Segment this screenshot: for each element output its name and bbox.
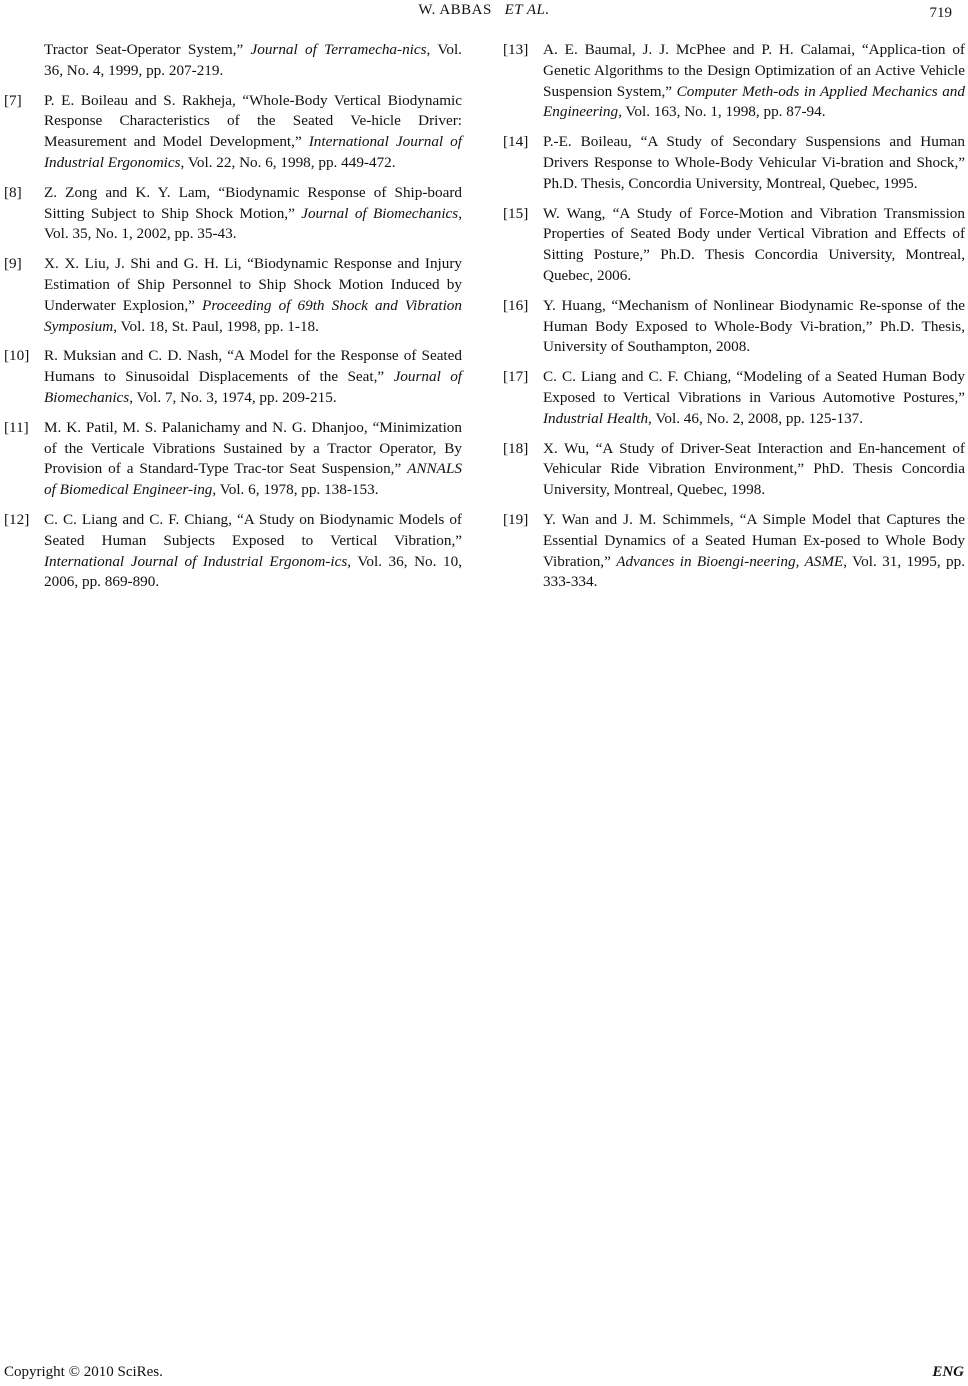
ref-text: P. E. Boileau and S. Rakheja, “Whole-Body Vertical Biodynamic Response Characteristics of the Seated Ve-hicle Driver: Measurement and Model Development,” [44,91,462,151]
reference-10 [4,346,462,408]
ref-number: [19] [503,510,529,528]
reference-17 [503,367,965,429]
ref-details: , Vol. 163, No. 1, 1998, pp. 87-94. [618,103,826,121]
ref-journal: International Journal of Industrial Ergonom-ics [44,552,348,570]
running-header [0,0,968,26]
copyright-notice: Copyright © 2010 SciRes. [4,1364,163,1380]
ref-journal: Advances in Bioengi-neering, ASME [616,552,844,570]
ref-number: [12] [4,510,30,528]
ref-text: C. C. Liang and C. F. Chiang, “Modeling of a Seated Human Body Exposed to Vertical Vibrations in Various Automotive Postures,” [543,368,965,406]
reference-8 [4,183,462,245]
journal-abbreviation: ENG [932,1364,964,1380]
ref-number: [13] [503,41,529,58]
reference-12 [4,510,462,593]
ref-details: , Vol. 18, St. Paul, 1998, pp. 1-18. [113,317,319,335]
ref-text: Tractor Seat-Operator System,” [44,41,251,58]
ref-journal: Proceeding of 69th Shock and Vibration Symposium [44,296,462,335]
ref-journal: Journal of Biomechanics [301,204,459,222]
ref-text: A. E. Baumal, J. J. McPhee and P. H. Calamai, “Applica-tion of Genetic Algorithms to the Design Optimization of an Active Vehicle Suspension System,” [543,41,965,100]
ref-number: [16] [503,296,529,314]
ref-number: [11] [4,418,29,436]
page-number: 719 [929,5,952,21]
ref-journal: Computer Meth-ods in Applied Mechanics and Engineering [543,82,965,121]
page-footer [4,1364,964,1384]
ref-details: , Vol. 36, No. 4, 1999, pp. 207-219. [44,41,462,79]
ref-journal: Journal of Biomechanics [44,368,463,406]
reference-7 [4,91,462,174]
ref-text: X. X. Liu, J. Shi and G. H. Li, “Biodynamic Response and Injury Estimation of Ship Personnel to Ship Shock Motion Induced by Underwater Explosion,” [44,255,462,314]
ref-text: M. K. Patil, M. S. Palanichamy and N. G. Dhanjoo, “Minimization of the Verticale Vibrations Sustained by a Tractor Operator, By Provision of a Standard-Type Trac-tor Seat Suspension,” [44,418,462,478]
ref-number: [15] [503,204,529,222]
ref-journal: International Journal of Industrial Ergonomics [44,133,462,171]
ref-text: X. Wu, “A Study of Driver-Seat Interaction and En-hancement of Vehicular Ride Vibration Environment,” PhD. Thesis Concordia University, Montreal, Quebec, 1998. [543,439,965,499]
right-column [503,40,965,602]
ref-details: , Vol. 6, 1978, pp. 138-153. [212,481,379,499]
reference-14 [503,132,965,194]
ref-details: , Vol. 31, 1995, pp. 333-334. [543,552,965,591]
reference-16 [503,296,965,358]
reference-11 [4,418,462,501]
ref-journal: Journal of Terramecha-nics [250,41,427,58]
ref-number: [18] [503,439,529,457]
ref-details: , Vol. 7, No. 3, 1974, pp. 209-215. [129,388,337,406]
reference-continuation [4,40,462,82]
ref-text: P.-E. Boileau, “A Study of Secondary Suspensions and Human Drivers Response to Whole-Body Vehicular Vi-bration and Shock,” Ph.D. Thesis, Concordia University, Montreal, Quebec, 1995. [543,133,965,192]
running-header-author [0,2,968,19]
left-column [4,40,462,602]
ref-number: [10] [4,347,30,365]
ref-number: [9] [4,255,22,273]
ref-text: Y. Wan and J. M. Schimmels, “A Simple Model that Captures the Essential Dynamics of a Seated Human Ex-posed to Whole Body Vibration,” [543,510,965,570]
reference-18 [503,439,965,501]
ref-number: [8] [4,183,22,201]
ref-text: Y. Huang, “Mechanism of Nonlinear Biodynamic Re-sponse of the Human Body Exposed to Whole-Body Vi-bration,” Ph.D. Thesis, University of Southampton, 2008. [543,296,965,356]
reference-15 [503,204,965,287]
ref-details: , Vol. 22, No. 6, 1998, pp. 449-472. [180,153,396,171]
ref-details: , Vol. 36, No. 10, 2006, pp. 869-890. [44,552,462,591]
ref-number: [7] [4,91,22,109]
ref-details: , Vol. 35, No. 1, 2002, pp. 35-43. [44,204,462,243]
header-author-name: W. ABBAS [418,2,492,18]
ref-journal: Industrial Health [543,409,649,427]
ref-number: [17] [503,368,529,386]
ref-text: C. C. Liang and C. F. Chiang, “A Study on Biodynamic Models of Seated Human Subjects Exposed to Vertical Vibration,” [44,510,462,549]
ref-text: Z. Zong and K. Y. Lam, “Biodynamic Response of Ship-board Sitting Subject to Ship Shock Motion,” [44,183,462,222]
ref-text: R. Muksian and C. D. Nash, “A Model for the Response of Seated Humans to Sinusoidal Displacements of the Seat,” [44,347,462,386]
header-et-al: ET AL. [504,2,550,18]
reference-19 [503,510,965,593]
ref-number: [14] [503,133,529,151]
ref-details: , Vol. 46, No. 2, 2008, pp. 125-137. [648,409,864,427]
ref-journal: ANNALS of Biomedical Engineer-ing [44,460,462,499]
reference-13 [503,40,965,123]
reference-9 [4,254,462,337]
ref-text: W. Wang, “A Study of Force-Motion and Vibration Transmission Properties of Seated Body under Vertical Vibration and Effects of Sitting Posture,” Ph.D. Thesis Concordia University, Montreal, Quebec, 2006. [543,204,965,284]
